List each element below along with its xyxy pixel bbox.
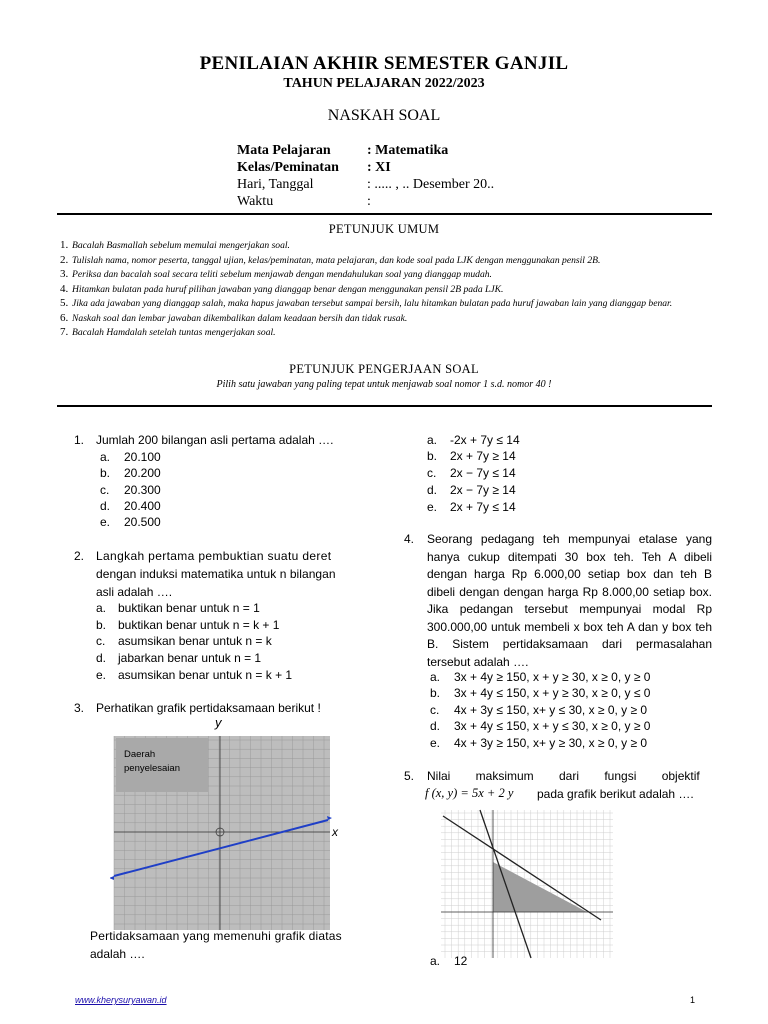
option-letter: e. (100, 515, 111, 529)
info-label: Mata Pelajaran (237, 143, 331, 158)
option-letter: c. (430, 703, 440, 717)
option-letter: c. (427, 466, 437, 480)
work-title: PETUNJUK PENGERJAAN SOAL (289, 362, 479, 376)
option-text: -2x + 7y ≤ 14 (450, 433, 520, 447)
option-text: 3x + 4y ≤ 150, x + y ≤ 30, x ≥ 0, y ≥ 0 (454, 719, 651, 733)
q5-text: Nilai maksimum dari fungsi objektif (427, 769, 700, 783)
option-letter: a. (430, 670, 441, 684)
option-text: 20.300 (124, 483, 161, 497)
option-text: jabarkan benar untuk n = 1 (118, 651, 262, 665)
q3-number: 3. (74, 701, 85, 715)
list-item: 5. Jika ada jawaban yang dianggap salah, maka hapus jawaban tersebut sampai bersih, lalu hitamkan bulatan pada huruf jawaban lain yang dianggap benar. (60, 297, 673, 309)
option-text: 2x + 7y ≥ 14 (450, 449, 516, 463)
option-text: 12 (454, 954, 468, 968)
arrow-icon (110, 876, 114, 880)
option-text: 4x + 3y ≥ 150, x+ y ≥ 30, x ≥ 0, y ≥ 0 (454, 736, 648, 750)
option-letter: b. (96, 618, 107, 632)
option-text: 2x − 7y ≤ 14 (450, 466, 516, 480)
q3-graph (110, 712, 350, 930)
option-text: 20.400 (124, 499, 161, 513)
q1-text: Jumlah 200 bilangan asli pertama adalah …. (96, 433, 334, 447)
option-letter: b. (427, 449, 438, 463)
info-label: Kelas/Peminatan (237, 160, 339, 175)
page-number: 1 (690, 995, 696, 1005)
x-axis-label: x (332, 825, 338, 839)
info-label: Hari, Tanggal (237, 177, 314, 192)
option-letter: e. (430, 736, 441, 750)
info-value: : (367, 194, 371, 209)
option-letter: b. (100, 466, 111, 480)
q2-text: asli adalah …. (96, 585, 173, 599)
info-value: : XI (367, 160, 391, 175)
q5-text: pada grafik berikut adalah …. (537, 787, 694, 801)
q2-number: 2. (74, 549, 85, 563)
option-letter: d. (427, 483, 438, 497)
option-letter: c. (96, 634, 106, 648)
option-letter: e. (96, 668, 107, 682)
option-letter: a. (96, 601, 107, 615)
q4-number: 4. (404, 532, 415, 546)
info-value: : ..... , .. Desember 20.. (367, 177, 495, 192)
exam-title: PENILAIAN AKHIR SEMESTER GANJIL (199, 53, 569, 74)
list-item: 6. Naskah soal dan lembar jawaban dikembalikan dalam keadaan bersih dan tidak rusak. (60, 311, 408, 324)
option-text: 20.100 (124, 450, 161, 464)
option-text: 20.200 (124, 466, 161, 480)
option-letter: a. (430, 954, 441, 968)
info-label: Waktu (237, 194, 274, 209)
q5-graph (437, 808, 617, 960)
option-letter: b. (430, 686, 441, 700)
q3-continuation: Pertidaksamaan yang memenuhi grafik diatas (90, 929, 342, 943)
option-text: 2x + 7y ≤ 14 (450, 500, 516, 514)
option-letter: e. (427, 500, 438, 514)
q1-number: 1. (74, 433, 85, 447)
option-letter: d. (100, 499, 111, 513)
option-letter: a. (427, 433, 438, 447)
q5-number: 5. (404, 769, 415, 783)
footer-link[interactable]: www.kherysuryawan.id (75, 995, 167, 1005)
option-text: 2x − 7y ≥ 14 (450, 483, 516, 497)
option-text: 3x + 4y ≤ 150, x + y ≥ 30, x ≥ 0, y ≤ 0 (454, 686, 651, 700)
q3-continuation: adalah …. (90, 947, 145, 961)
option-letter: a. (100, 450, 111, 464)
option-text: 4x + 3y ≤ 150, x+ y ≤ 30, x ≥ 0, y ≥ 0 (454, 703, 648, 717)
q2-text: dengan induksi matematika untuk n bilangan (96, 567, 336, 581)
option-letter: c. (100, 483, 110, 497)
y-axis-label: y (215, 715, 222, 730)
option-text: asumsikan benar untuk n = k + 1 (118, 668, 293, 682)
academic-year: TAHUN PELAJARAN 2022/2023 (283, 76, 485, 91)
list-item: 1. Bacalah Basmallah sebelum memulai mengerjakan soal. (60, 239, 290, 251)
option-text: 20.500 (124, 515, 161, 529)
list-item: 4. Hitamkan bulatan pada huruf pilihan jawaban yang dianggap benar dengan menggunakan pensil 2B pada LJK. (60, 282, 504, 295)
list-item: 7. Bacalah Hamdalah setelah tuntas mengerjakan soal. (60, 326, 276, 338)
info-value: : Matematika (367, 143, 449, 158)
list-item: 3. Periksa dan bacalah soal secara teliti sebelum menjawab dengan mendahulukan soal yang dianggap mudah. (60, 268, 492, 280)
option-text: asumsikan benar untuk n = k (118, 634, 272, 648)
q3-text: Perhatikan grafik pertidaksamaan berikut ! (96, 701, 321, 715)
graph-label: Daerah (124, 749, 156, 760)
option-letter: d. (96, 651, 107, 665)
option-text: buktikan benar untuk n = 1 (118, 601, 260, 615)
general-title: PETUNJUK UMUM (328, 222, 440, 236)
option-letter: d. (430, 719, 441, 733)
q2-text: Langkah pertama pembuktian suatu deret (96, 549, 332, 563)
option-text: 3x + 4y ≥ 150, x + y ≥ 30, x ≥ 0, y ≥ 0 (454, 670, 651, 684)
graph-label: penyelesaian (124, 763, 180, 774)
option-text: buktikan benar untuk n = k + 1 (118, 618, 280, 632)
list-item: 2. Tulislah nama, nomor peserta, tanggal ujian, kelas/peminatan, mata pelajaran, dan kode soal pada LJK dengan menggunakan pensil 2B. (60, 253, 601, 266)
q4-text: Seorang pedagang teh mempunyai etalase yang hanya cukup ditempati 30 box teh. Teh A dibeli dengan harga Rp 6.000,00 setiap box dan teh B dibeli dengan dengan harga Rp 8.000,00 setiap box. Jika pedangan tersebut mempunyai modal Rp 300.000,00 untuk membeli x box teh A dan y box teh B. Sistem pertidaksamaan dari permasalahan tersebut adalah …. (427, 532, 712, 669)
work-subtitle: Pilih satu jawaban yang paling tepat untuk menjawab soal nomor 1 s.d. nomor 40 ! (216, 379, 552, 390)
q5-function: f (x, y) = 5x + 2 y (425, 786, 514, 800)
doc-type: NASKAH SOAL (327, 107, 441, 124)
